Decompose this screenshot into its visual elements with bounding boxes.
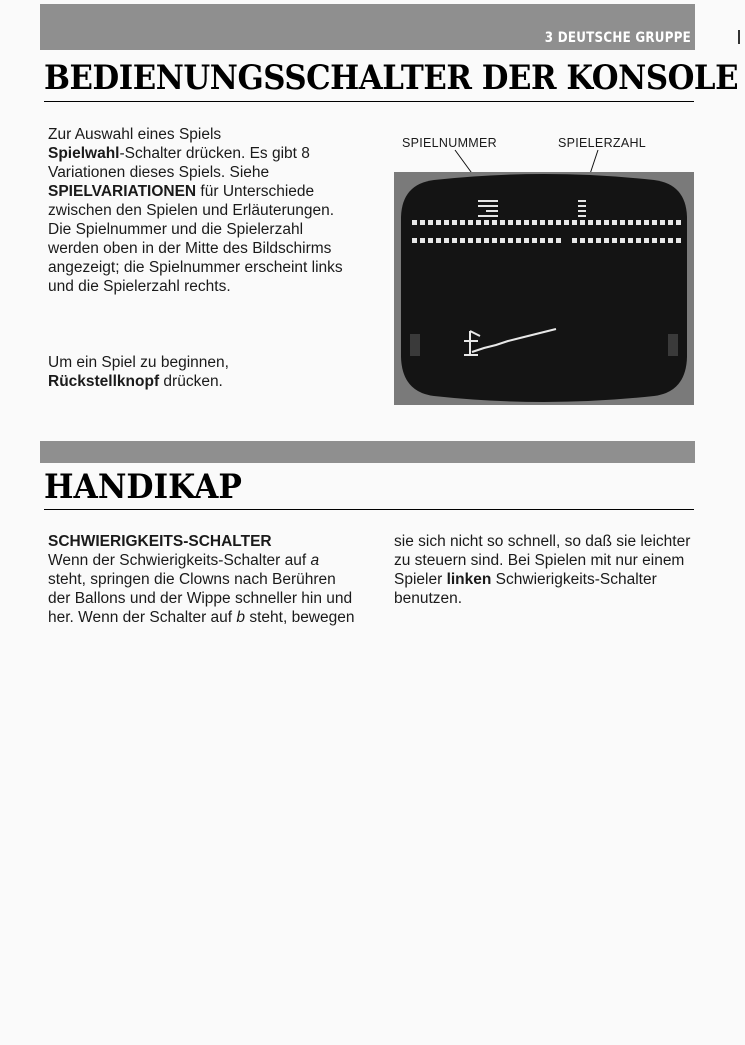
section-title-console-switches: BEDIENUNGSSCHALTER DER KONSOLE xyxy=(44,58,739,98)
keyword-linken: linken xyxy=(446,571,492,588)
balloon xyxy=(644,220,649,225)
balloon xyxy=(676,220,681,225)
balloon xyxy=(596,238,601,243)
balloon xyxy=(604,238,609,243)
balloon xyxy=(460,238,465,243)
balloon xyxy=(668,238,673,243)
balloon xyxy=(532,238,537,243)
balloon xyxy=(628,220,633,225)
balloon xyxy=(412,220,417,225)
balloon xyxy=(524,220,529,225)
game-screenshot xyxy=(394,172,694,405)
balloon xyxy=(620,238,625,243)
balloon xyxy=(452,238,457,243)
balloon xyxy=(484,220,489,225)
balloon xyxy=(500,238,505,243)
balloon xyxy=(492,220,497,225)
balloon xyxy=(492,238,497,243)
balloon xyxy=(580,220,585,225)
balloon xyxy=(452,220,457,225)
keyword-spielwahl: Spielwahl xyxy=(48,145,120,162)
balloon xyxy=(676,238,681,243)
balloon xyxy=(516,220,521,225)
balloon xyxy=(572,238,577,243)
balloon xyxy=(660,238,665,243)
balloon xyxy=(476,220,481,225)
balloon xyxy=(556,238,561,243)
figure-label-game-number: SPIELNUMMER xyxy=(402,136,497,150)
subheading-difficulty-switch: SCHWIERIGKEITS-SCHALTER xyxy=(48,533,272,550)
balloon xyxy=(580,238,585,243)
balloon xyxy=(636,238,641,243)
balloon xyxy=(428,238,433,243)
balloon xyxy=(436,220,441,225)
balloon xyxy=(524,238,529,243)
balloon xyxy=(540,238,545,243)
balloon xyxy=(612,238,617,243)
paragraph-reset: Um ein Spiel zu beginnen, Rückstellknopf drücken. xyxy=(48,354,229,390)
figure-label-player-count: SPIELERZAHL xyxy=(558,136,647,150)
balloon xyxy=(428,220,433,225)
section-label: 3 DEUTSCHE GRUPPE xyxy=(544,30,691,46)
balloon xyxy=(628,238,633,243)
balloon xyxy=(532,220,537,225)
balloon xyxy=(620,220,625,225)
balloon xyxy=(508,238,513,243)
balloon xyxy=(420,220,425,225)
balloon xyxy=(444,238,449,243)
balloon xyxy=(636,220,641,225)
balloon xyxy=(460,220,465,225)
balloon xyxy=(652,238,657,243)
balloon xyxy=(436,238,441,243)
balloon xyxy=(412,238,417,243)
balloon xyxy=(548,220,553,225)
balloon xyxy=(644,238,649,243)
balloon xyxy=(468,220,473,225)
balloon xyxy=(484,238,489,243)
balloon xyxy=(588,220,593,225)
balloon xyxy=(500,220,505,225)
balloon xyxy=(572,220,577,225)
balloon xyxy=(516,238,521,243)
balloon xyxy=(476,238,481,243)
balloon xyxy=(604,220,609,225)
paragraph-game-select: Zur Auswahl eines Spiels Spielwahl-Schalter drücken. Es gibt 8 Variationen dieses Spiels. Siehe SPIELVARIATIONEN für Unterschiede zwischen den Spielen und Erläuterungen. Die Spielnummer und die Spielerzahl werden oben in der Mitte des Bildschirms angezeigt; die Spielnummer erscheint links und die Spielerzahl rechts. xyxy=(48,126,343,295)
section-bar xyxy=(40,441,695,463)
balloon xyxy=(564,220,569,225)
balloon xyxy=(444,220,449,225)
handicap-text-left: SCHWIERIGKEITS-SCHALTER Wenn der Schwierigkeits-Schalter auf a steht, springen die Clowns nach Berühren der Ballons und der Wippe schneller hin und her. Wenn der Schalter auf b steht, bewegen xyxy=(48,533,355,626)
balloon xyxy=(508,220,513,225)
keyword-spielvariationen: SPIELVARIATIONEN xyxy=(48,183,197,200)
balloon xyxy=(420,238,425,243)
balloon xyxy=(556,220,561,225)
balloon xyxy=(596,220,601,225)
balloon xyxy=(588,238,593,243)
balloon xyxy=(668,220,673,225)
balloon xyxy=(540,220,545,225)
section-title-handicap: HANDIKAP xyxy=(44,467,242,507)
balloon xyxy=(468,238,473,243)
keyword-rueckstellknopf: Rückstellknopf xyxy=(48,373,160,390)
title-rule-2 xyxy=(44,509,694,510)
handicap-text-right: sie sich nicht so schnell, so daß sie leichter zu steuern sind. Bei Spielen mit nur einem Spieler linken Schwierigkeits-Schalter benutzen. xyxy=(394,533,691,607)
balloon xyxy=(548,238,553,243)
balloon xyxy=(660,220,665,225)
tv-screen-illustration xyxy=(394,172,694,405)
balloon xyxy=(612,220,617,225)
balloon xyxy=(652,220,657,225)
